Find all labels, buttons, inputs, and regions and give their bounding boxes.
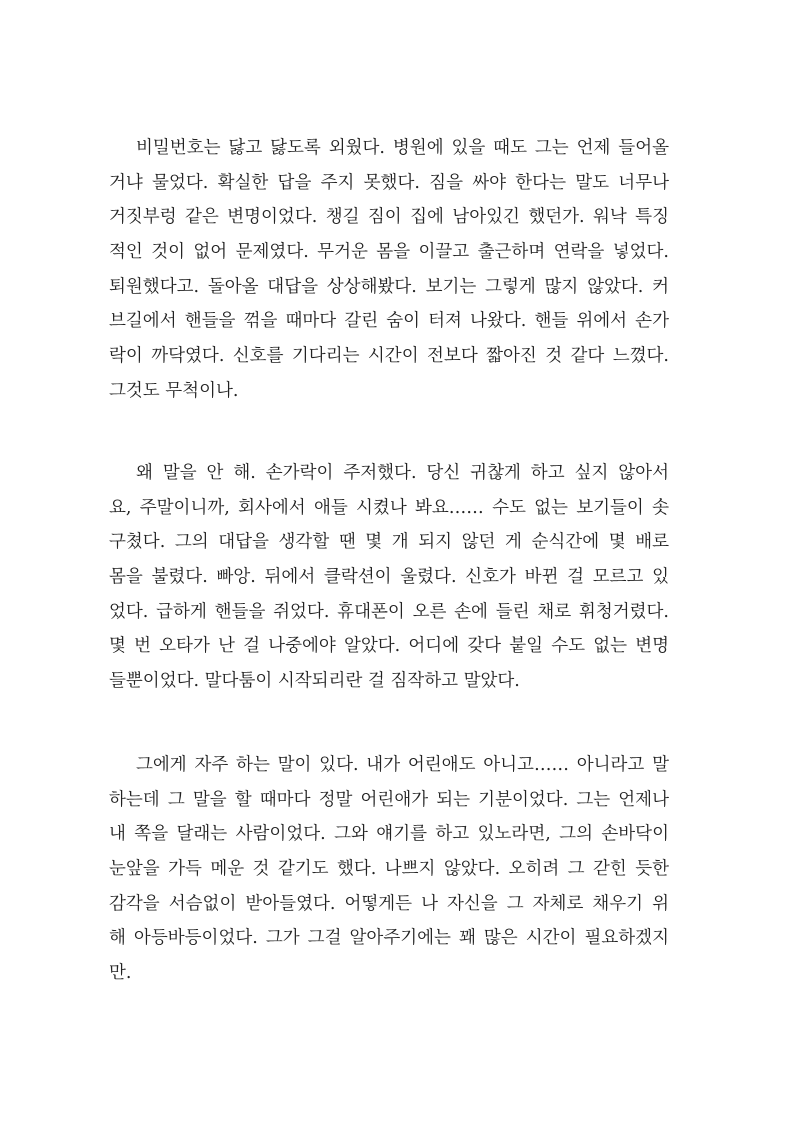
text-line: 내 쪽을 달래는 사람이었다. 그와 얘기를 하고 있노라면, 그의 손바닥이: [109, 824, 669, 845]
text-line: 거짓부렁 같은 변명이었다. 챙길 짐이 집에 남아있긴 했던가. 워낙 특징: [109, 207, 669, 228]
text-line: 만.: [109, 963, 132, 984]
text-line: 왜 말을 안 해. 손가락이 주저했다. 당신 귀찮게 하고 싶지 않아서: [136, 463, 669, 483]
text-line: 그에게 자주 하는 말이 있다. 내가 어린애도 아니고…… 아니라고 말: [136, 755, 669, 775]
text-line: 눈앞을 가득 메운 것 같기도 했다. 나쁘지 않았다. 오히려 그 갇힌 듯한: [109, 859, 669, 880]
text-line: 었다. 급하게 핸들을 쥐었다. 휴대폰이 오른 손에 들린 채로 휘청거렸다.: [109, 601, 669, 622]
text-line: 요, 주말이니까, 회사에서 애들 시켰나 봐요…… 수도 없는 보기들이 솟: [109, 497, 669, 518]
text-line: 하는데 그 말을 할 때마다 정말 어린애가 되는 기분이었다. 그는 언제나: [109, 789, 669, 810]
text-line: 구쳤다. 그의 대답을 생각할 땐 몇 개 되지 않던 게 순식간에 몇 배로: [109, 532, 669, 553]
text-line: 거냐 물었다. 확실한 답을 주지 못했다. 짐을 싸야 한다는 말도 너무나: [109, 172, 669, 193]
text-line: 적인 것이 없어 문제였다. 무거운 몸을 이끌고 출근하며 연락을 넣었다.: [109, 242, 669, 263]
text-line: 들뿐이었다. 말다툼이 시작되리란 걸 짐작하고 말았다.: [109, 671, 520, 692]
text-line: 그것도 무척이나.: [109, 380, 239, 401]
text-line: 몸을 불렸다. 빠앙. 뒤에서 클락션이 울렸다. 신호가 바뀐 걸 모르고 있: [109, 567, 669, 588]
text-line: 비밀번호는 닳고 닳도록 외웠다. 병원에 있을 때도 그는 언제 들어올: [136, 138, 669, 158]
paragraph-3: [109, 748, 669, 991]
text-line: 브길에서 핸들을 꺾을 때마다 갈린 숨이 터져 나왔다. 핸들 위에서 손가: [109, 311, 669, 332]
text-line: 해 아등바등이었다. 그가 그걸 알아주기에는 꽤 많은 시간이 필요하겠지: [109, 928, 669, 949]
paragraph-2: [109, 456, 669, 699]
text-line: 감각을 서슴없이 받아들였다. 어떻게든 나 자신을 그 자체로 채우기 위: [109, 893, 669, 914]
text-line: 퇴원했다고. 돌아올 대답을 상상해봤다. 보기는 그렇게 많지 않았다. 커: [109, 276, 669, 297]
text-line: 몇 번 오타가 난 걸 나중에야 알았다. 어디에 갖다 붙일 수도 없는 변명: [109, 636, 669, 657]
paragraph-1: [109, 131, 669, 409]
text-line: 락이 까닥였다. 신호를 기다리는 시간이 전보다 짧아진 것 같다 느꼈다.: [109, 346, 669, 367]
